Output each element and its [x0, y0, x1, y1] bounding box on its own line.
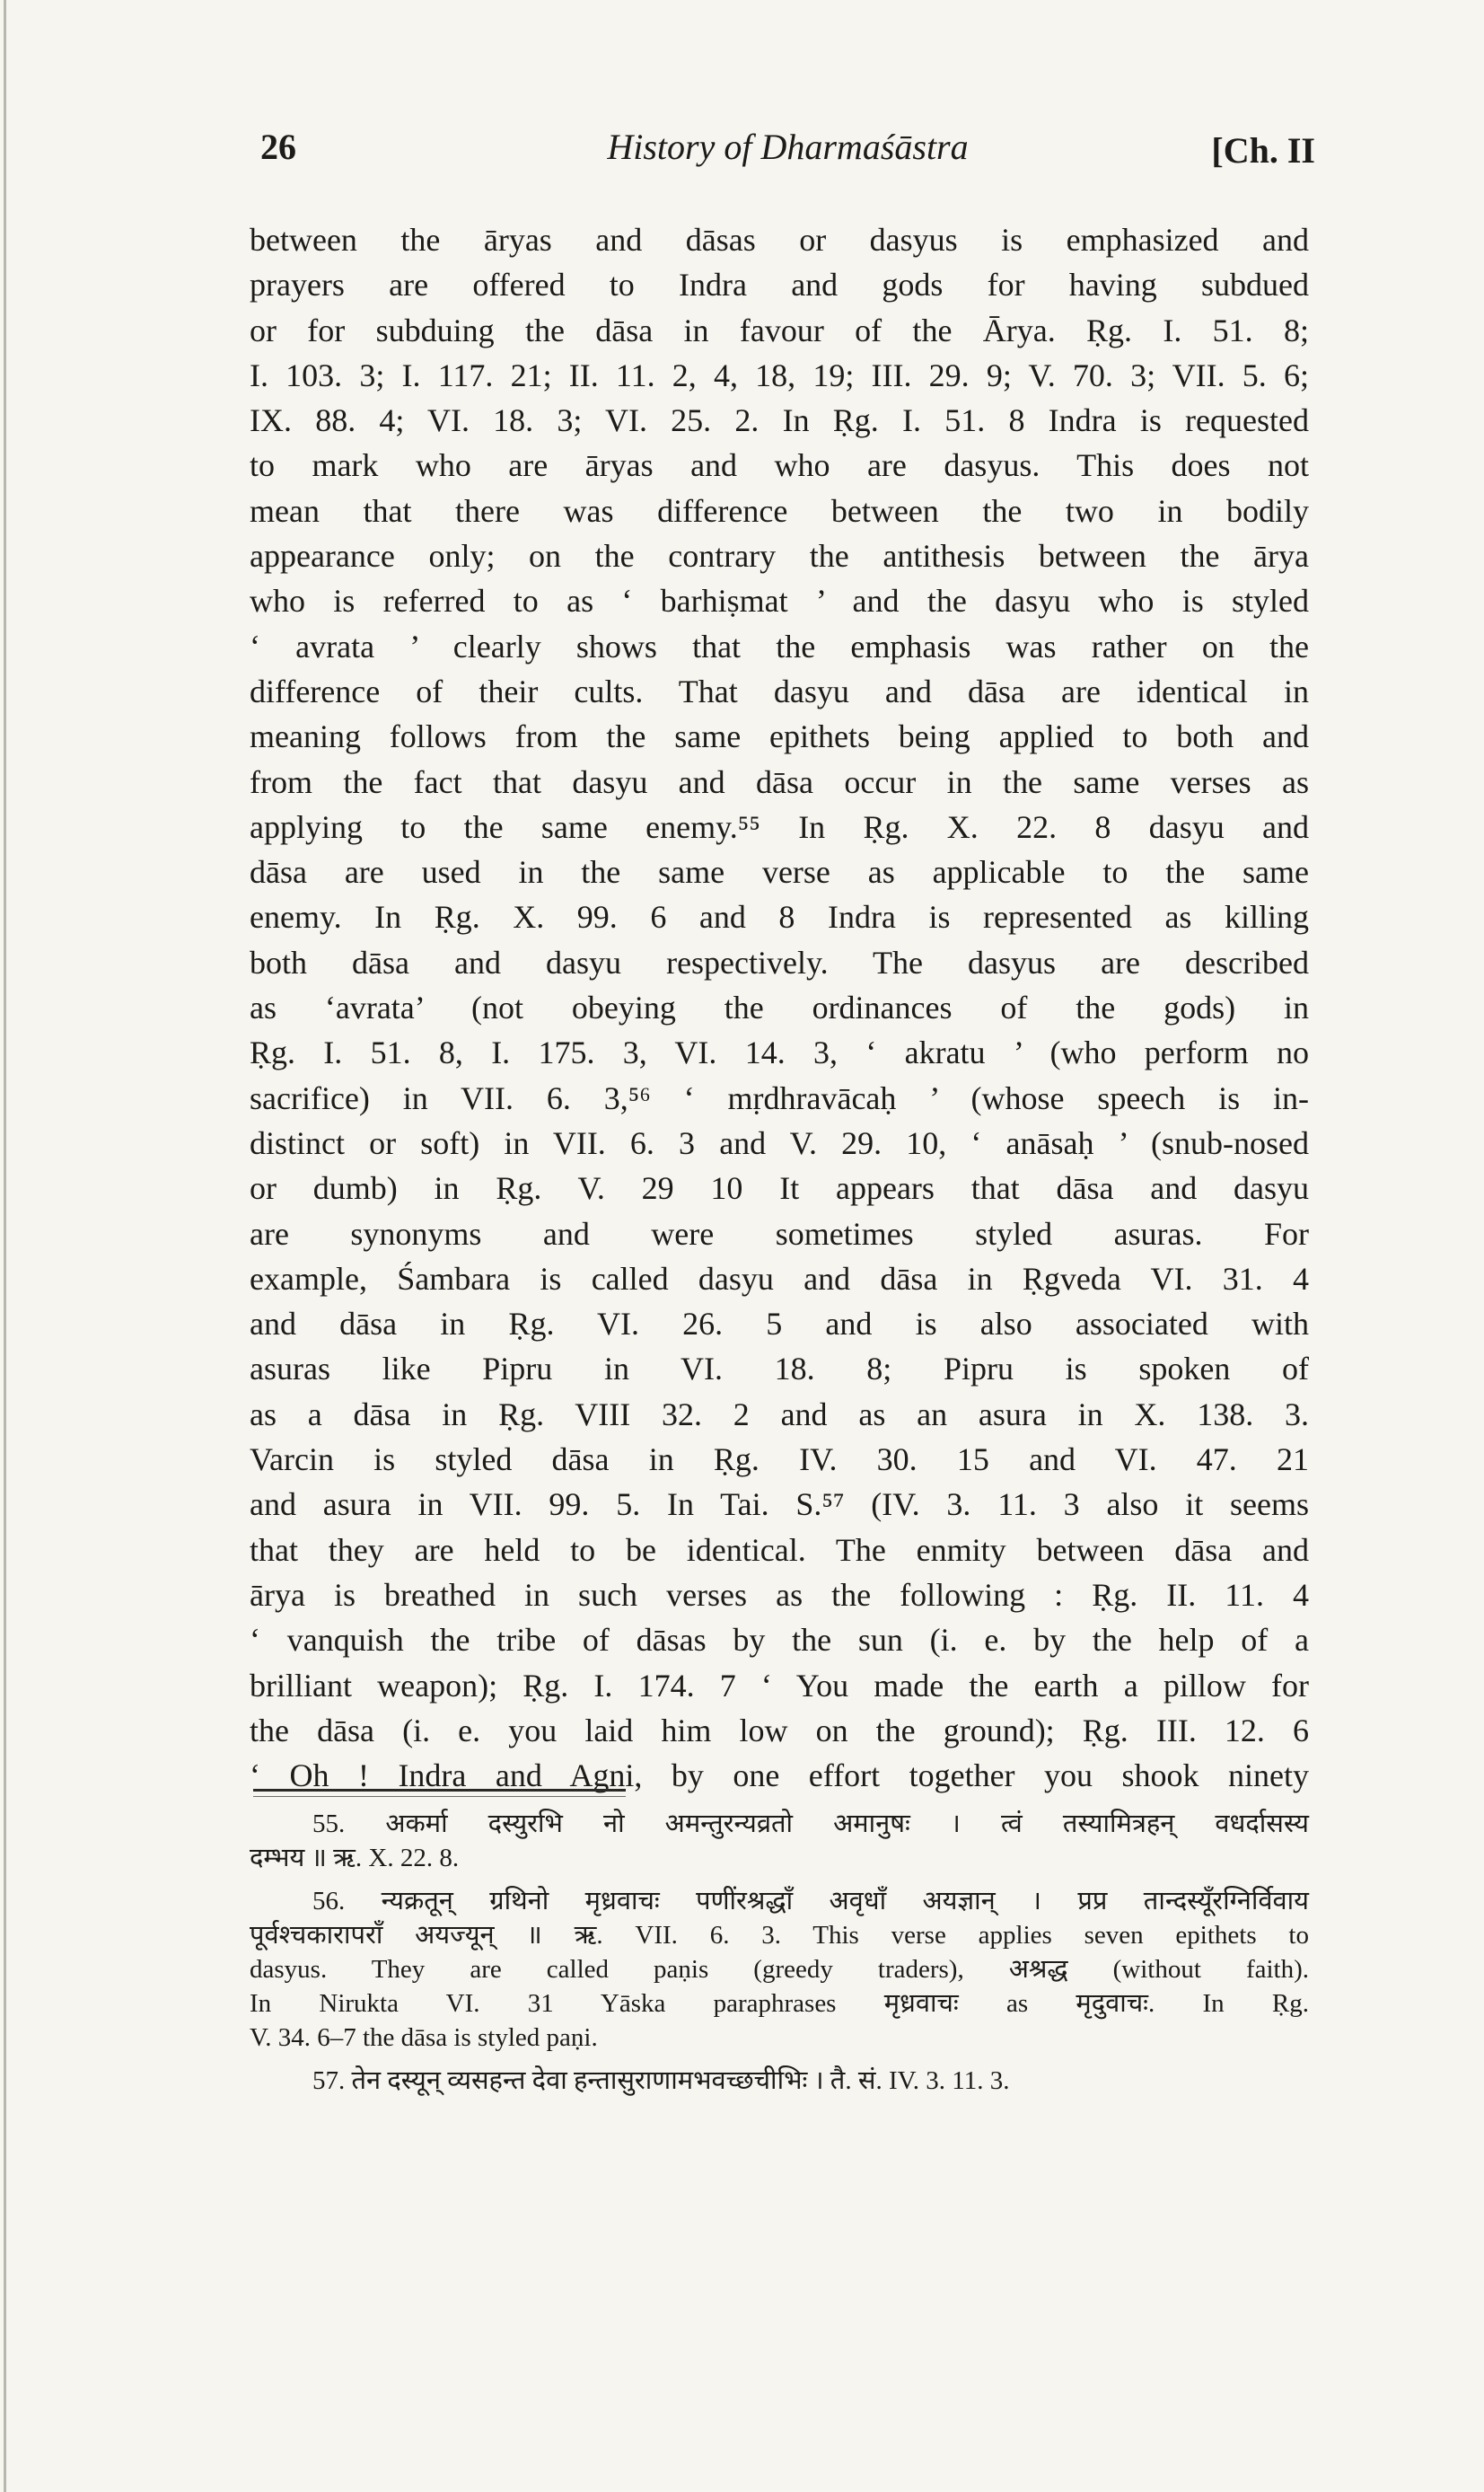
- body-line: Varcin is styled dāsa in Ṛg. IV. 30. 15 and VI. 47. 21: [250, 1441, 1309, 1478]
- footnotes: [250, 1807, 1309, 2107]
- body-line: both dāsa and dasyu respectively. The dasyus are described: [250, 944, 1309, 981]
- page-edge-line: [4, 0, 6, 2492]
- body-line: ‘ Oh ! Indra and Agni, by one effort together you shook ninety: [250, 1757, 1309, 1794]
- body-line: and dāsa in Ṛg. VI. 26. 5 and is also associated with: [250, 1306, 1309, 1343]
- body-line: who is referred to as ‘ barhiṣmat ’ and the dasyu who is styled: [250, 583, 1309, 620]
- body-line: as ‘avrata’ (not obeying the ordinances of the gods) in: [250, 990, 1309, 1026]
- body-line: ‘ avrata ’ clearly shows that the emphasis was rather on the: [250, 628, 1309, 665]
- body-line: mean that there was difference between the two in bodily: [250, 492, 1309, 529]
- footnote-rule: [253, 1789, 626, 1792]
- body-line: I. 103. 3; I. 117. 21; II. 11. 2, 4, 18, 19; III. 29. 9; V. 70. 3; VII. 5. 6;: [250, 357, 1309, 393]
- body-line: sacrifice) in VII. 6. 3,⁵⁶ ‘ mṛdhravācaḥ ’ (whose speech is in-: [250, 1079, 1309, 1116]
- body-line: prayers are offered to Indra and gods for having subdued: [250, 267, 1309, 304]
- body-line: dāsa are used in the same verse as applicable to the same: [250, 854, 1309, 891]
- body-line: between the āryas and dāsas or dasyus is emphasized and: [250, 222, 1309, 258]
- body-line: and asura in VII. 99. 5. In Tai. S.⁵⁷ (IV. 3. 11. 3 also it seems: [250, 1486, 1309, 1523]
- footnote-line: 57. तेन दस्यून् व्यसहन्त देवा हन्तासुराणामभवच्छचीभिः । तै. सं. IV. 3. 11. 3.: [312, 2066, 1010, 2095]
- footnote-gap: [250, 1875, 1309, 1884]
- footnote-line: पूर्वश्चकारापराँ अयज्यून् ॥ ऋ. VII. 6. 3. This verse applies seven epithets to: [250, 1921, 1309, 1950]
- footnote-rule-thin: [253, 1796, 626, 1797]
- footnote-line: In Nirukta VI. 31 Yāska paraphrases मृध्रवाचः as मृदुवाचः. In Ṛg.: [250, 1989, 1309, 2018]
- body-line: as a dāsa in Ṛg. VIII 32. 2 and as an asura in X. 138. 3.: [250, 1396, 1309, 1432]
- footnote: [250, 1884, 1309, 2055]
- body-line: that they are held to be identical. The enmity between dāsa and: [250, 1531, 1309, 1568]
- body-line: asuras like Pipru in VI. 18. 8; Pipru is spoken of: [250, 1351, 1309, 1387]
- footnote: [250, 2064, 1309, 2098]
- running-title: History of Dharmaśāstra: [607, 127, 969, 167]
- body-line: example, Śambara is called dasyu and dāsa in Ṛgveda VI. 31. 4: [250, 1260, 1309, 1297]
- body-line: ārya is breathed in such verses as the following : Ṛg. II. 11. 4: [250, 1576, 1309, 1613]
- body-line: enemy. In Ṛg. X. 99. 6 and 8 Indra is represented as killing: [250, 899, 1309, 936]
- body-line: or dumb) in Ṛg. V. 29 10 It appears that dāsa and dasyu: [250, 1170, 1309, 1207]
- footnote-line: 56. न्यक्रतून् ग्रथिनो मृध्रवाचः पणींरश्रद्धाँ अवृधाँ अयज्ञान् । प्रप्र तान्दस्यूँरग्निर्विवाय: [312, 1887, 1309, 1915]
- body-line: meaning follows from the same epithets being applied to both and: [250, 718, 1309, 755]
- footnote: [250, 1807, 1309, 1875]
- body-text: [250, 217, 1309, 1798]
- body-line: brilliant weapon); Ṛg. I. 174. 7 ‘ You made the earth a pillow for: [250, 1667, 1309, 1704]
- body-line: are synonyms and were sometimes styled asuras. For: [250, 1215, 1309, 1252]
- footnote-gap: [250, 2055, 1309, 2064]
- body-line: from the fact that dasyu and dāsa occur in the same verses as: [250, 763, 1309, 800]
- chapter-reference: [Ch. II: [1211, 130, 1315, 171]
- footnote-line: दम्भय ॥ ऋ. X. 22. 8.: [250, 1844, 460, 1872]
- body-line: ‘ vanquish the tribe of dāsas by the sun (i. e. by the help of a: [250, 1622, 1309, 1659]
- body-line: the dāsa (i. e. you laid him low on the ground); Ṛg. III. 12. 6: [250, 1712, 1309, 1748]
- running-head: [260, 126, 1315, 180]
- body-line: difference of their cults. That dasyu and dāsa are identical in: [250, 673, 1309, 709]
- body-line: IX. 88. 4; VI. 18. 3; VI. 25. 2. In Ṛg. I. 51. 8 Indra is requested: [250, 402, 1309, 439]
- page-number: 26: [260, 127, 296, 167]
- body-line: to mark who are āryas and who are dasyus. This does not: [250, 447, 1309, 484]
- body-line: distinct or soft) in VII. 6. 3 and V. 29. 10, ‘ anāsaḥ ’ (snub-nosed: [250, 1124, 1309, 1161]
- body-line: Ṛg. I. 51. 8, I. 175. 3, VI. 14. 3, ‘ akratu ’ (who perform no: [250, 1035, 1309, 1071]
- footnote-line: 55. अकर्मा दस्युरभि नो अमन्तुरन्यव्रतो अमानुषः । त्वं तस्यामित्रहन् वधर्दासस्य: [312, 1810, 1309, 1838]
- body-line: applying to the same enemy.⁵⁵ In Ṛg. X. 22. 8 dasyu and: [250, 808, 1309, 845]
- footnote-gap: [250, 2098, 1309, 2107]
- footnote-line: dasyus. They are called paṇis (greedy traders), अश्रद्ध (without faith).: [250, 1955, 1309, 1984]
- footnote-line: V. 34. 6–7 the dāsa is styled paṇi.: [250, 2023, 598, 2052]
- body-line: or for subduing the dāsa in favour of the Ārya. Ṛg. I. 51. 8;: [250, 312, 1309, 348]
- body-line: appearance only; on the contrary the antithesis between the ārya: [250, 538, 1309, 575]
